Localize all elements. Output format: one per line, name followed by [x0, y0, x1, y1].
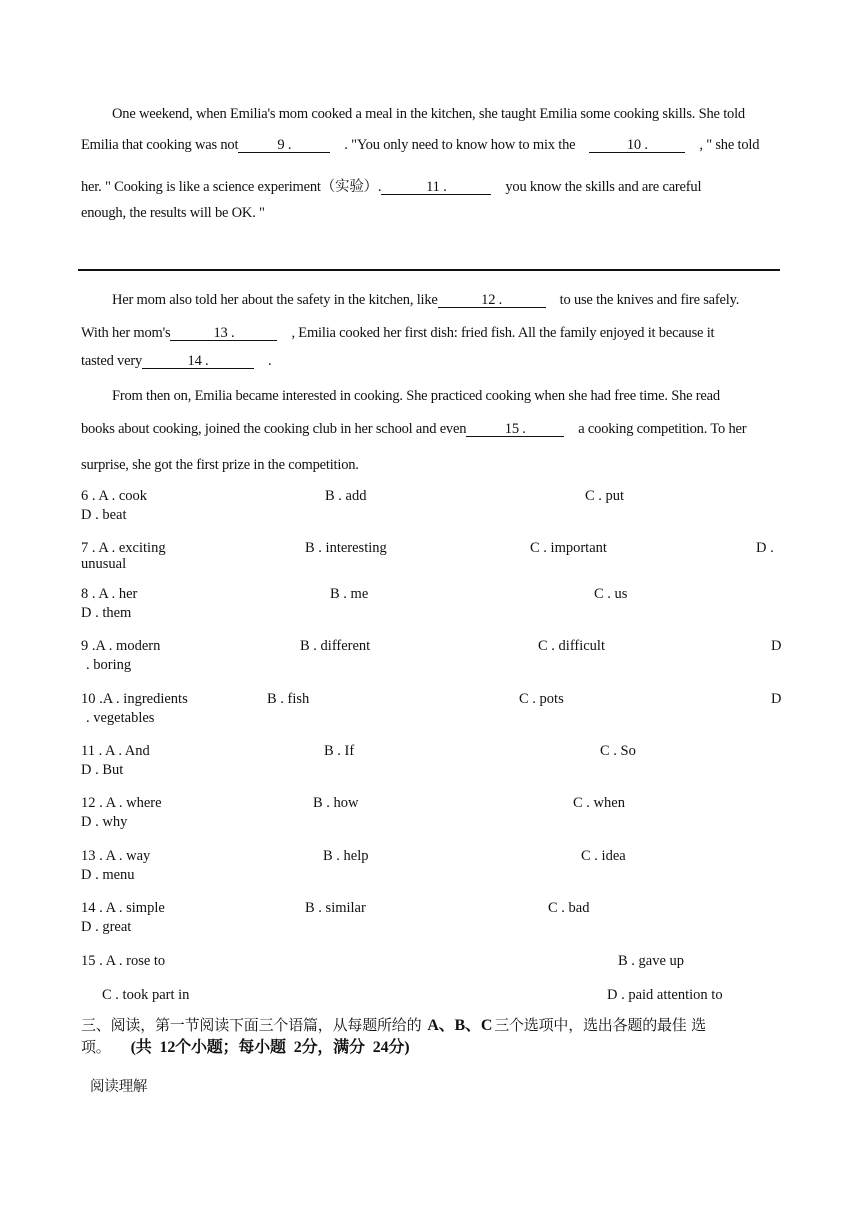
blank-13: 13 .	[170, 326, 277, 341]
q15-option-c: C . took part in	[102, 987, 190, 1003]
q13-option-c: C . idea	[581, 848, 626, 864]
q7-option-a: 7 . A . exciting	[81, 540, 166, 556]
q10-option-d-label: D	[771, 691, 782, 707]
q11-option-a: 11 . A . And	[81, 743, 150, 759]
p1-line3: her. " Cooking is like a science experiment（实验）. 11 . you know the skills and are careful	[81, 179, 702, 195]
blank-12: 12 .	[438, 293, 546, 308]
divider	[78, 269, 780, 271]
q9-option-b: B . different	[300, 638, 371, 654]
q11-option-c: C . So	[600, 743, 636, 759]
q8-option-a: 8 . A . her	[81, 586, 138, 602]
q9-option-d-label: D	[771, 638, 782, 654]
q10-option-d: . vegetables	[86, 710, 155, 726]
p1-line4: enough, the results will be OK. "	[81, 205, 265, 221]
q14-option-c: C . bad	[548, 900, 590, 916]
q7-option-b: B . interesting	[305, 540, 387, 556]
q10-option-c: C . pots	[519, 691, 564, 707]
q14-option-b: B . similar	[305, 900, 366, 916]
blank-10: 10 .	[589, 138, 685, 153]
q7-option-d-label: D .	[756, 540, 774, 556]
p1-line2: Emilia that cooking was not 9 . . "You only need to know how to mix the 10 . , " she told	[81, 137, 760, 153]
p3-line2: books about cooking, joined the cooking club in her school and even 15 . a cooking competition. To her	[81, 421, 747, 437]
blank-14: 14 .	[142, 354, 254, 369]
q12-option-b: B . how	[313, 795, 359, 811]
p2-line2: With her mom's 13 . , Emilia cooked her first dish: fried fish. All the family enjoyed it because it	[81, 325, 715, 341]
q10-option-a: 10 .A . ingredients	[81, 691, 188, 707]
q13-option-d: D . menu	[81, 867, 135, 883]
q11-option-d: D . But	[81, 762, 124, 778]
q8-option-c: C . us	[594, 586, 628, 602]
q6-option-a: 6 . A . cook	[81, 488, 148, 504]
section-instruction-line2: 项。 (共 12个小题；每小题 2分，满分 24分)	[81, 1038, 410, 1056]
q8-option-b: B . me	[330, 586, 369, 602]
q15-option-a: 15 . A . rose to	[81, 953, 166, 969]
q7-option-d: unusual	[81, 556, 127, 572]
p3-line3: surprise, she got the first prize in the competition.	[81, 457, 359, 473]
q15-option-b: B . gave up	[618, 953, 685, 969]
q14-option-a: 14 . A . simple	[81, 900, 165, 916]
q9-option-d: . boring	[86, 657, 132, 673]
blank-9: 9 .	[238, 138, 330, 153]
p1-line1: One weekend, when Emilia's mom cooked a meal in the kitchen, she taught Emilia some cooking skills. She told	[112, 106, 745, 122]
q12-option-a: 12 . A . where	[81, 795, 162, 811]
section-heading: 阅读理解	[90, 1079, 148, 1095]
q6-option-b: B . add	[325, 488, 367, 504]
blank-11: 11 .	[381, 180, 491, 195]
p2-line1: Her mom also told her about the safety in the kitchen, like 12 . to use the knives and fire safely.	[112, 292, 740, 308]
blank-15: 15 .	[466, 422, 564, 437]
q11-option-b: B . If	[324, 743, 355, 759]
q10-option-b: B . fish	[267, 691, 310, 707]
q9-option-c: C . difficult	[538, 638, 605, 654]
q6-option-d: D . beat	[81, 507, 127, 523]
q15-option-d: D . paid attention to	[607, 987, 723, 1003]
q9-option-a: 9 .A . modern	[81, 638, 161, 654]
q7-option-c: C . important	[530, 540, 607, 556]
q6-option-c: C . put	[585, 488, 625, 504]
q13-option-b: B . help	[323, 848, 369, 864]
q12-option-c: C . when	[573, 795, 625, 811]
p2-line3: tasted very 14 . .	[81, 353, 272, 369]
q12-option-d: D . why	[81, 814, 128, 830]
section-instruction-line1: 三、阅读，第一节阅读下面三个语篇，从每题所给的 A、B、C 三个选项中，选出各题的最佳 选	[81, 1016, 706, 1034]
q13-option-a: 13 . A . way	[81, 848, 151, 864]
p3-line1: From then on, Emilia became interested in cooking. She practiced cooking when she had free time. She read	[112, 388, 720, 404]
q14-option-d: D . great	[81, 919, 132, 935]
q8-option-d: D . them	[81, 605, 132, 621]
